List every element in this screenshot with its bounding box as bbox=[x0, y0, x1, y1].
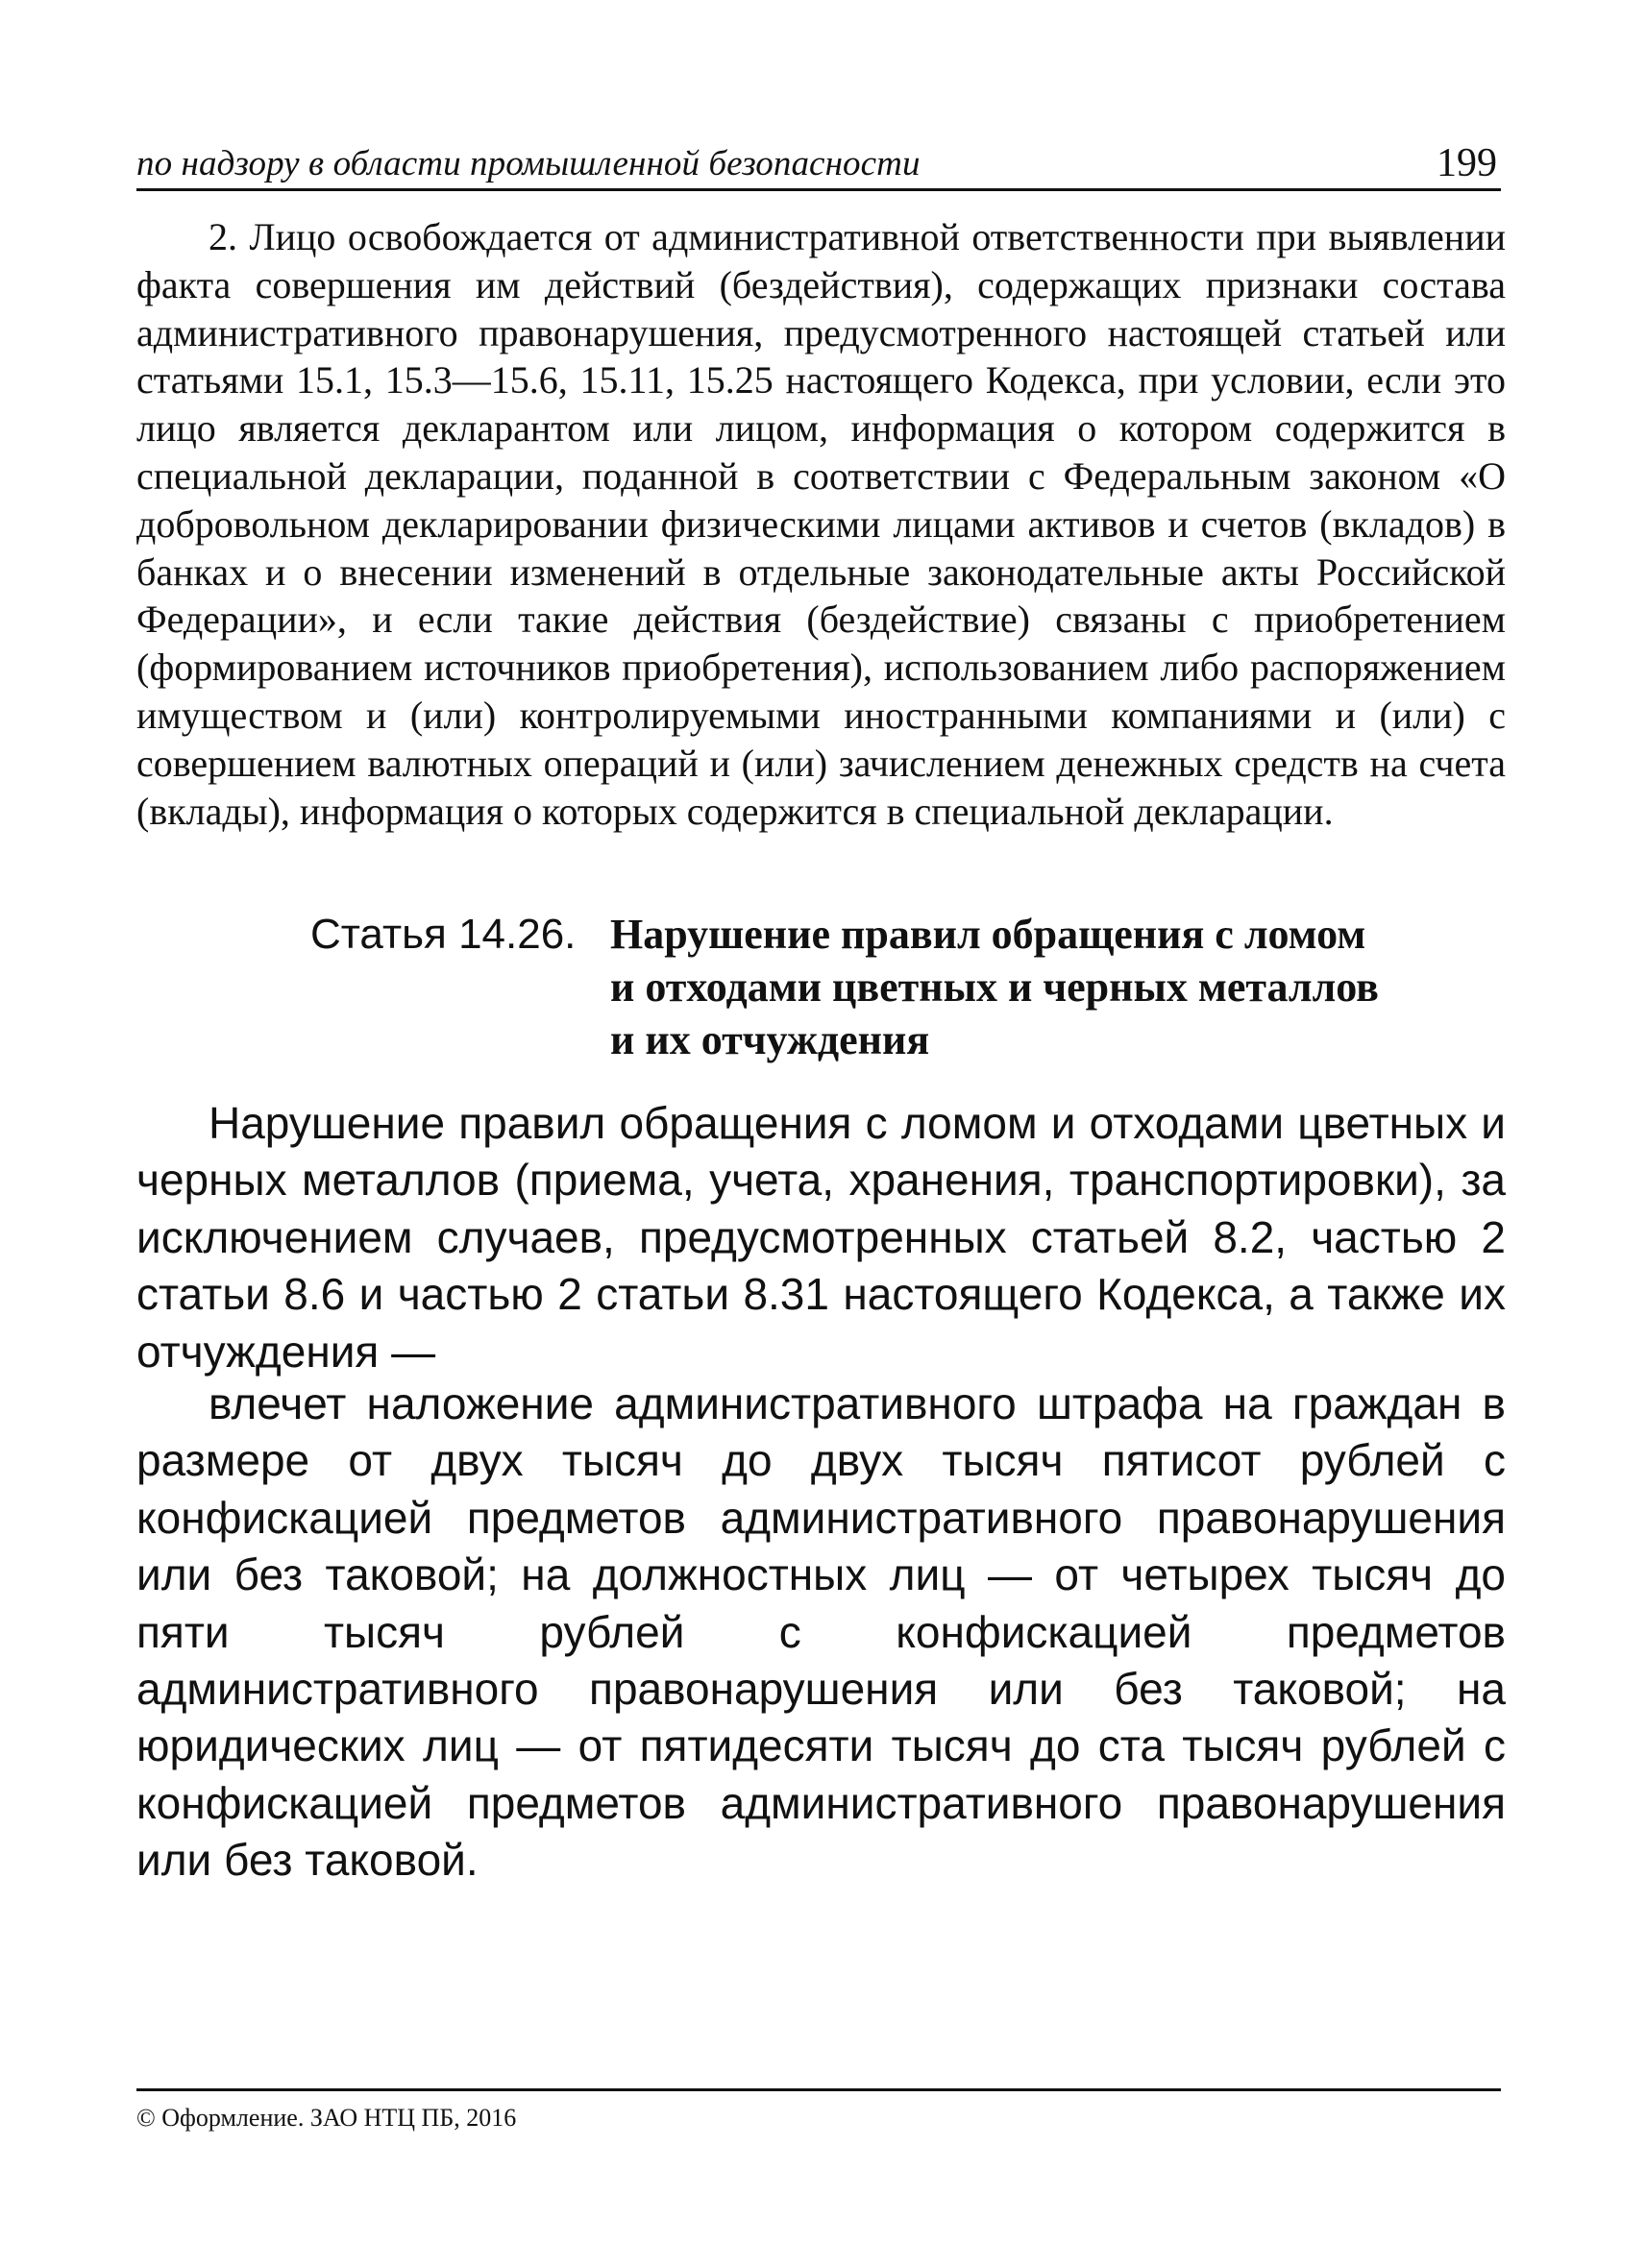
paragraph-sanction: влечет наложение административного штрафа на граждан в размере от двух тысяч до двух тысяч пятисот рублей с конфискацией предметов административного правонарушения или без таковой; на должностных лиц — от четырех тысяч до пяти тысяч рублей с конфискацией предметов административного правонарушения или без таковой; на юридических лиц — от пятидесяти тысяч до ста тысяч рублей с конфискацией предметов административного правонарушения или без таковой. bbox=[136, 1378, 1506, 1886]
page-number: 199 bbox=[1437, 141, 1497, 185]
article-title: Нарушение правил обращения с ломом и отходами цветных и черных металлов и их отчуждения bbox=[610, 911, 1379, 1063]
footer-copyright: © Оформление. ЗАО НТЦ ПБ, 2016 bbox=[136, 2104, 517, 2132]
paragraph-disposition: Нарушение правил обращения с ломом и отходами цветных и черных металлов (приема, учета, хранения, транспортировки), за исключением случаев, предусмотренных статьей 8.2, частью 2 статьи 8.6 и частью 2 статьи 8.31 настоящего Кодекса, а также их отчуждения — bbox=[136, 1098, 1506, 1377]
running-title: по надзору в области промышленной безопасности bbox=[136, 144, 921, 183]
article-number: Статья 14.26. bbox=[310, 911, 577, 958]
footer-divider bbox=[136, 2088, 1501, 2091]
running-header bbox=[136, 136, 1501, 191]
paragraph-exemption: 2. Лицо освобождается от административной ответственности при выявлении факта совершения им действий (бездействия), содержащих признаки состава административного правонарушения, предусмотренного настоящей статьей или статьями 15.1, 15.3—15.6, 15.11, 15.25 настоящего Кодекса, при условии, если это лицо является декларантом или лицом, информация о котором содержится в специальной декларации, поданной в соответствии с Федеральным законом «О добровольном декларировании физическими лицами активов и счетов (вкладов) в банках и о внесении изменений в отдельные законодательные акты Российской Федерации», и если такие действия (бездействие) связаны с приобретением (формированием источников приобретения), использованием либо распоряжением имуществом и (или) контролируемыми иностранными компаниями и (или) с совершением валютных операций и (или) зачислением денежных средств на счета (вклады), информация о которых содержится в специальной декларации. bbox=[136, 215, 1506, 833]
